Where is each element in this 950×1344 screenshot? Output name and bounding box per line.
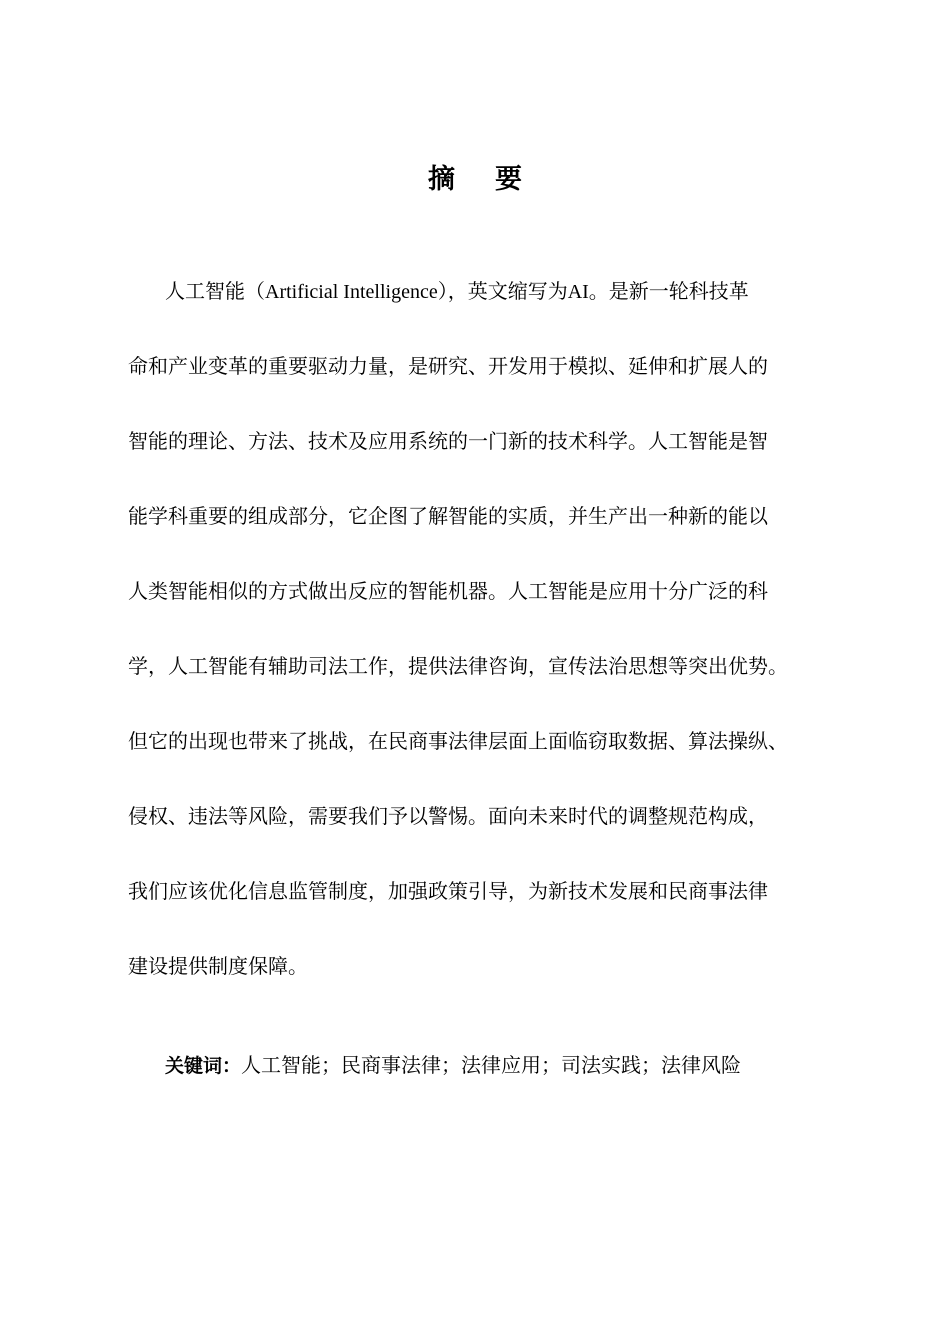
abstract-line: 我们应该优化信息监管制度，加强政策引导，为新技术发展和民商事法律 [128,881,768,903]
title-char-1: 摘 [428,164,455,195]
abstract-line: 学，人工智能有辅助司法工作，提供法律咨询，宣传法治思想等突出优势。 [128,656,788,678]
keywords-label: 关键词： [165,1055,242,1077]
keywords-line [165,1046,741,1086]
abstract-line: 智能的理论、方法、技术及应用系统的一门新的技术科学。人工智能是智 [128,431,768,453]
abstract-line: 能学科重要的组成部分，它企图了解智能的实质，并生产出一种新的能以 [128,506,768,528]
abstract-body [128,272,848,1022]
title-char-2: 要 [495,164,522,195]
keywords-text: 人工智能；民商事法律；法律应用；司法实践；法律风险 [241,1055,742,1077]
abstract-line: 人类智能相似的方式做出反应的智能机器。人工智能是应用十分广泛的科 [128,581,768,603]
abstract-line: 人工智能（Artificial Intelligence），英文缩写为AI。是新一轮科技革 [165,281,749,303]
abstract-line: 但它的出现也带来了挑战，在民商事法律层面上面临窃取数据、算法操纵、 [128,731,788,753]
abstract-line: 侵权、违法等风险，需要我们予以警惕。面向未来时代的调整规范构成， [128,806,768,828]
abstract-line: 命和产业变革的重要驱动力量，是研究、开发用于模拟、延伸和扩展人的 [128,356,768,378]
abstract-line: 建设提供制度保障。 [128,956,308,978]
page-title [0,160,950,200]
